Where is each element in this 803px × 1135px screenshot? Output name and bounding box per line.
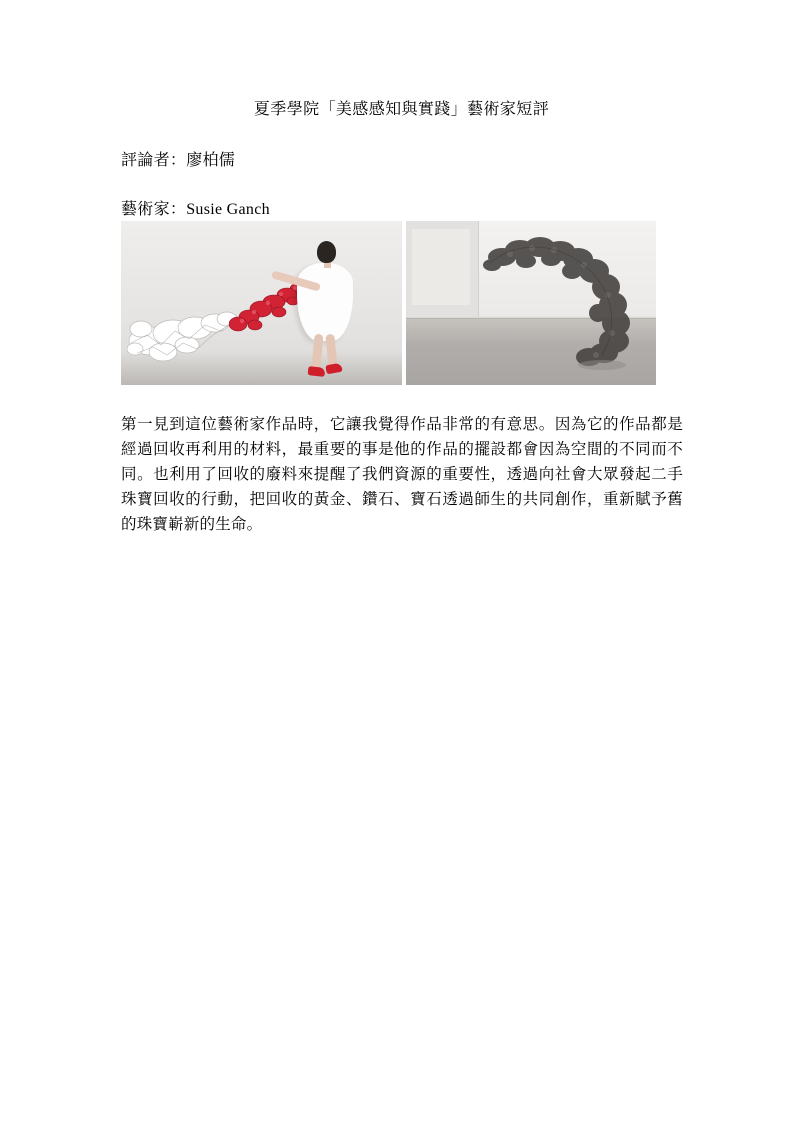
dark-sculpture-icon: [406, 221, 656, 385]
reviewer-line: 評論者：廖柏儒: [121, 152, 236, 169]
page-title: 夏季學院「美感感知與實踐」藝術家短評: [253, 101, 550, 118]
figure-left-photo: [121, 221, 402, 385]
dress-shape: [297, 263, 353, 341]
artist-line: [121, 196, 270, 219]
artist-label: 藝術家：: [121, 201, 187, 218]
figure-right-photo: [406, 221, 656, 385]
body-paragraph: 第一見到這位藝術家作品時，它讓我覺得作品非常的有意思。因為它的作品都是經過回收再利用的材料，最重要的事是他的作品的擺設都會因為空間的不同而不同。也利用了回收的廢料來提醒了我們資源的重要性，透過向社會大眾發起二手珠寶回收的行動，把回收的黃金、鑽石、寶石透過師生的共同創作，重新賦予舊的珠寶嶄新的生命。: [121, 416, 683, 533]
artist-name: Susie Ganch: [186, 201, 270, 218]
white-debris-mass-icon: [127, 305, 243, 367]
figure-row: [121, 221, 656, 385]
hair-shape: [317, 241, 336, 263]
